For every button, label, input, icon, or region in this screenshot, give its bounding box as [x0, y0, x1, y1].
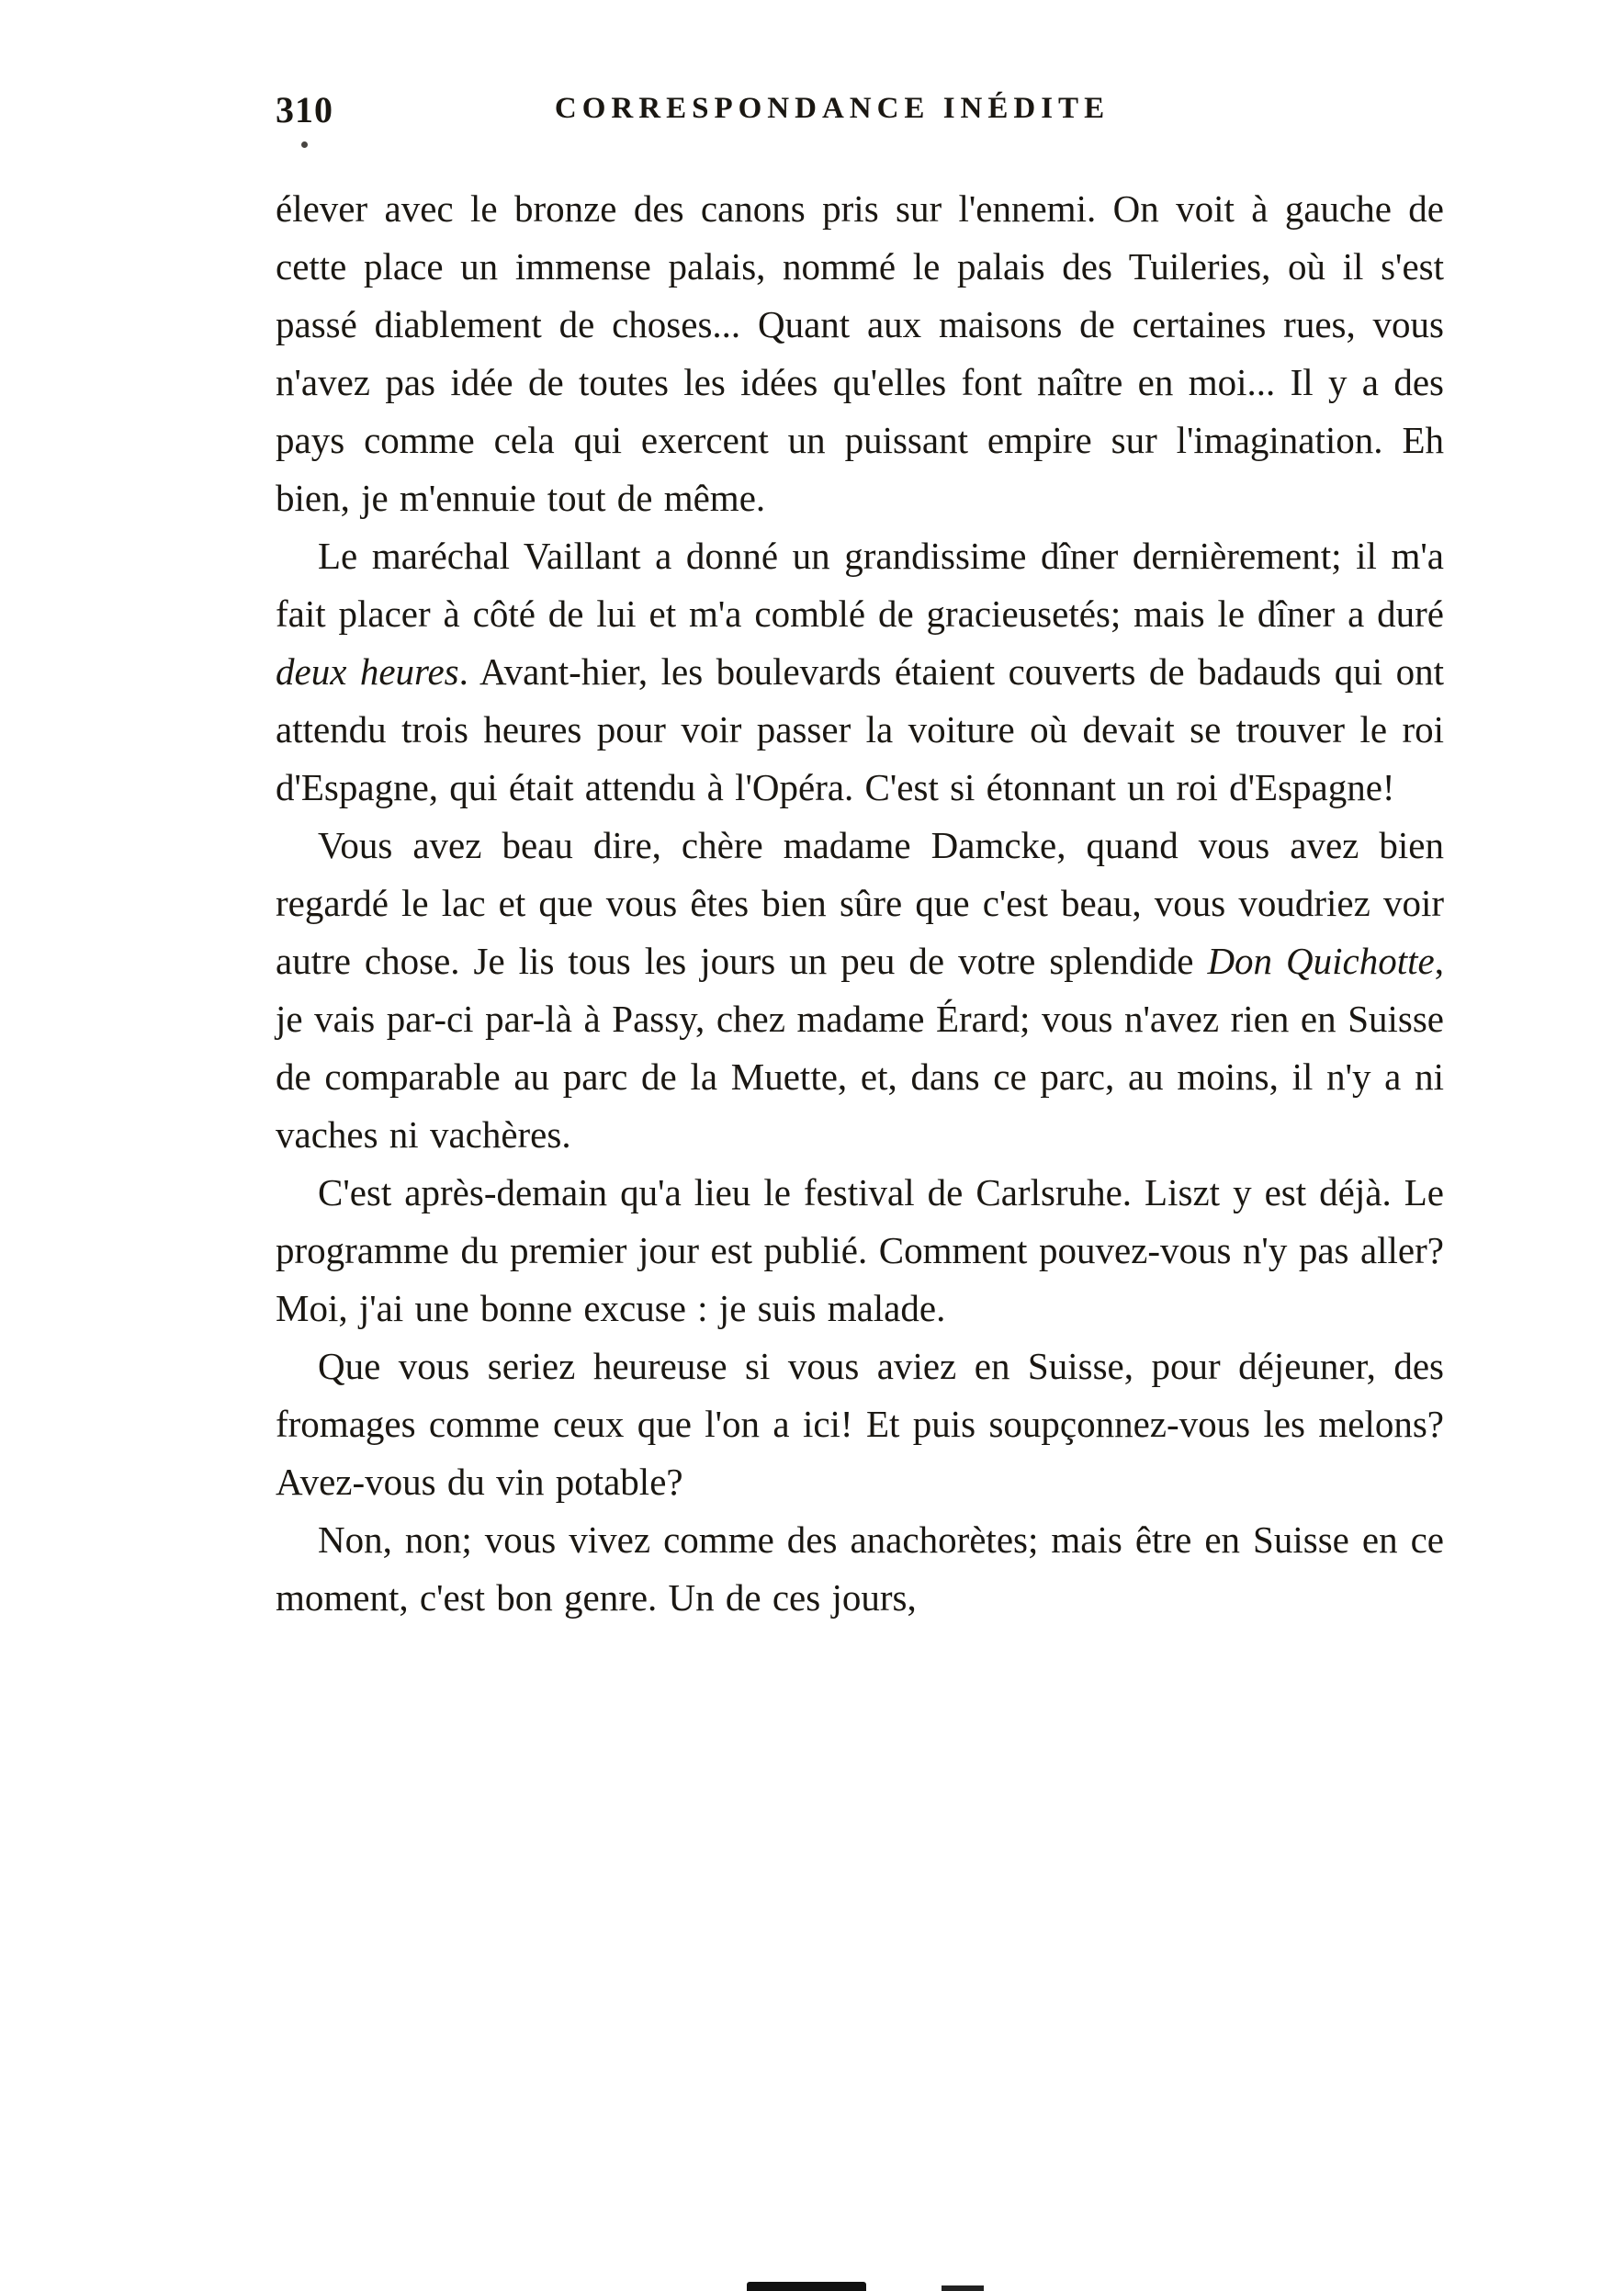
paragraph	[276, 527, 1444, 817]
body-text: Vous avez beau dire, chère madame Damcke, quand vous avez bien regardé le lac et que vous êtes bien sûre que c'est beau, vous voudriez voir autre chose. Je lis tous les jours un peu de votre splendide	[276, 824, 1444, 982]
paragraph	[276, 1164, 1444, 1337]
paragraph	[276, 1511, 1444, 1627]
scan-artifact	[942, 2285, 984, 2291]
body-text: Non, non; vous vivez comme des anachorètes; mais être en Suisse en ce moment, c'est bon genre. Un de ces jours,	[276, 1518, 1444, 1619]
paragraph	[276, 817, 1444, 1164]
body-text: , je vais par-ci par-là à Passy, chez madame Érard; vous n'avez rien en Suisse de comparable au parc de la Muette, et, dans ce parc, au moins, il n'y a ni vaches ni vachères.	[276, 940, 1444, 1156]
body-text: . Avant-hier, les boulevards étaient couverts de badauds qui ont attendu trois heures pour voir passer la voiture où devait se trouver le roi d'Espagne, qui était attendu à l'Opéra. C'est si étonnant un roi d'Espagne!	[276, 650, 1444, 808]
running-title: CORRESPONDANCE INÉDITE	[554, 92, 1111, 125]
scan-artifact	[747, 2282, 866, 2291]
body-text: élever avec le bronze des canons pris sur l'ennemi. On voit à gauche de cette place un immense palais, nommé le palais des Tuileries, où il s'est passé diablement de choses... Quant aux maisons de certaines rues, vous n'avez pas idée de toutes les idées qu'elles font naître en moi... Il y a des pays comme cela qui exercent un puissant empire sur l'imagination. Eh bien, je m'ennuie tout de même.	[276, 187, 1444, 519]
body-text: Le maréchal Vaillant a donné un grandissime dîner dernièrement; il m'a fait placer à côté de lui et m'a comblé de gracieusetés; mais le dîner a duré	[276, 535, 1444, 635]
body-text: C'est après-demain qu'a lieu le festival de Carlsruhe. Liszt y est déjà. Le programme du premier jour est publié. Comment pouvez-vous n'y pas aller? Moi, j'ai une bonne excuse : je suis malade.	[276, 1171, 1444, 1329]
paragraph	[276, 1337, 1444, 1511]
page-content	[276, 81, 1444, 1627]
page-body	[276, 180, 1444, 1627]
italic-text: Don Quichotte	[1207, 940, 1435, 982]
running-head	[276, 81, 1444, 145]
page-number: 310	[276, 89, 333, 130]
italic-text: deux heures	[276, 650, 459, 693]
body-text: Que vous seriez heureuse si vous aviez en Suisse, pour déjeuner, des fromages comme ceux que l'on a ici! Et puis soupçonnez-vous les melons? Avez-vous du vin potable?	[276, 1345, 1444, 1503]
paragraph	[276, 180, 1444, 527]
